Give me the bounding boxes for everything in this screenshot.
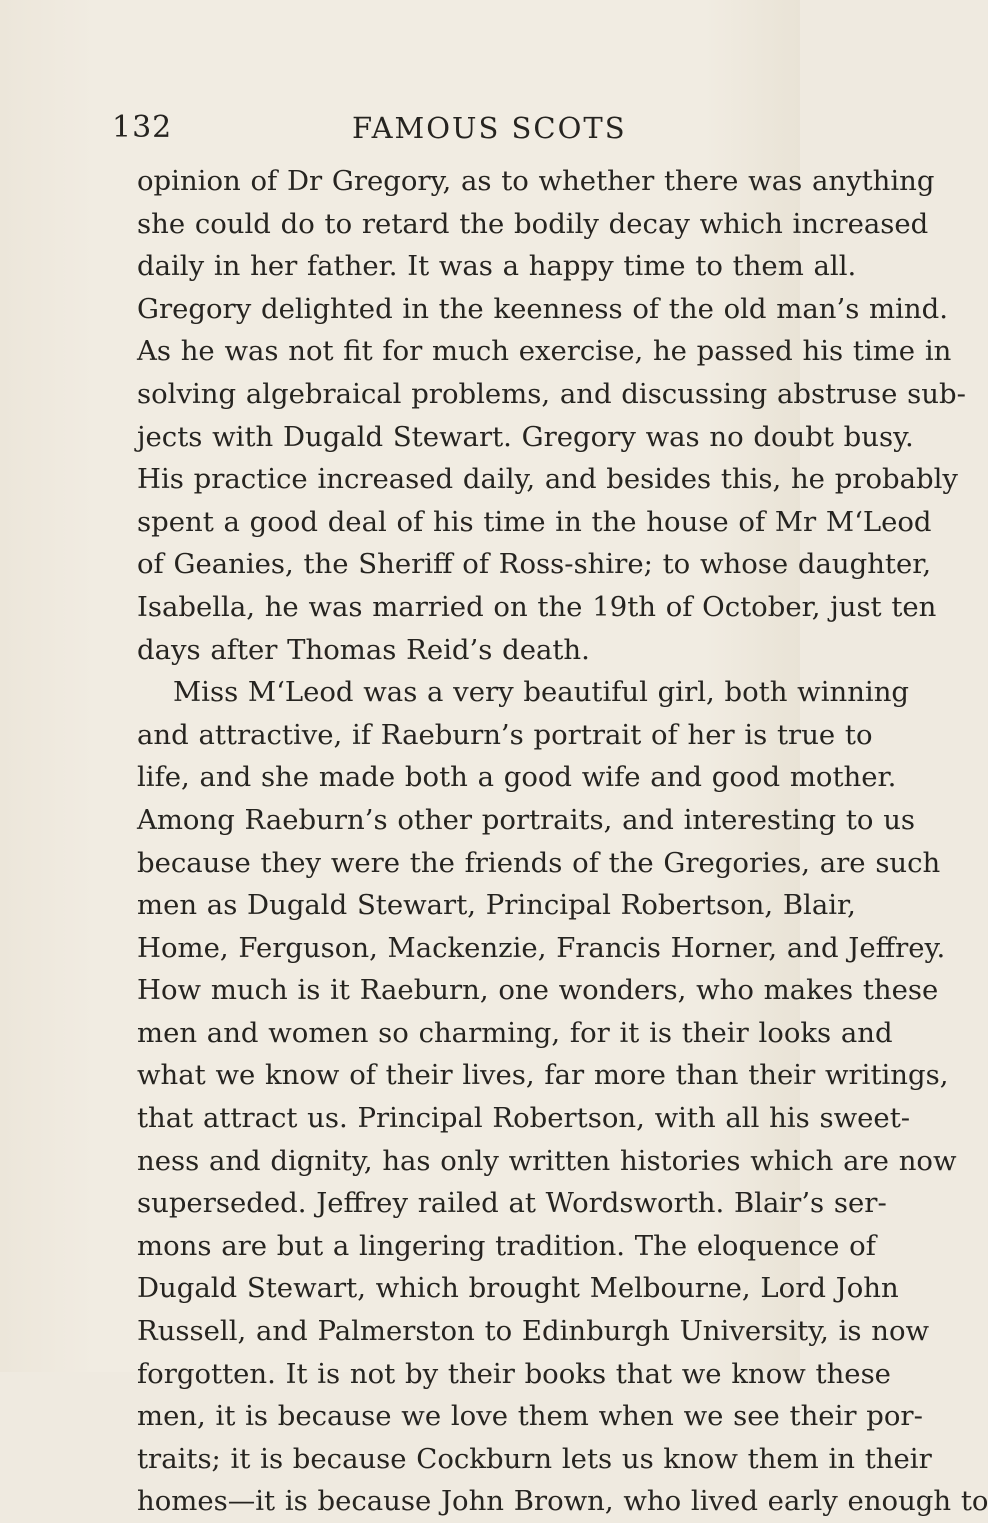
body-text <box>137 160 988 1523</box>
paragraph-start-line: Miss M‘Leod was a very beautiful girl, both winning <box>173 676 910 709</box>
running-title: FAMOUS SCOTS <box>352 111 627 145</box>
text-line: His practice increased daily, and besides this, he probably <box>137 463 958 496</box>
running-head <box>112 106 627 150</box>
text-line: opinion of Dr Gregory, as to whether there was anything <box>137 165 935 197</box>
text-line: what we know of their lives, far more than their writings, <box>137 1059 949 1092</box>
text-line: Dugald Stewart, which brought Melbourne, Lord John <box>137 1272 899 1305</box>
text-line: Among Raeburn’s other portraits, and interesting to us <box>137 803 916 836</box>
text-line: and attractive, if Raeburn’s portrait of her is true to <box>137 718 873 751</box>
text-line: superseded. Jeffrey railed at Wordsworth. Blair’s ser- <box>137 1187 887 1220</box>
text-line: spent a good deal of his time in the house of Mr M‘Leod <box>137 505 932 538</box>
text-line: forgotten. It is not by their books that we know these <box>137 1357 891 1390</box>
text-line: she could do to retard the bodily decay which increased <box>137 207 929 240</box>
text-line: Home, Ferguson, Mackenzie, Francis Horner, and Jeffrey. <box>137 931 946 964</box>
text-line: mons are but a lingering tradition. The eloquence of <box>137 1229 876 1262</box>
text-line: jects with Dugald Stewart. Gregory was no doubt busy. <box>137 420 914 453</box>
text-line: that attract us. Principal Robertson, with all his sweet- <box>137 1102 911 1135</box>
text-line: traits; it is because Cockburn lets us know them in their <box>137 1442 932 1475</box>
text-line: How much is it Raeburn, one wonders, who makes these <box>137 974 939 1007</box>
text-line: As he was not fit for much exercise, he passed his time in <box>137 335 952 368</box>
text-line: of Geanies, the Sheriff of Ross-shire; to whose daughter, <box>137 548 932 581</box>
paragraph-end-line: days after Thomas Reid’s death. <box>137 633 590 666</box>
text-line: because they were the friends of the Gregories, are such <box>137 846 941 879</box>
text-line: ness and dignity, has only written histories which are now <box>137 1144 957 1177</box>
page-number: 132 <box>112 110 173 145</box>
text-line: Gregory delighted in the keenness of the old man’s mind. <box>137 292 948 325</box>
text-line: Russell, and Palmerston to Edinburgh University, is now <box>137 1315 930 1348</box>
text-line: men as Dugald Stewart, Principal Robertson, Blair, <box>137 889 856 922</box>
text-line: life, and she made both a good wife and good mother. <box>137 761 897 794</box>
text-line: Isabella, he was married on the 19th of October, just ten <box>137 590 937 623</box>
text-line: men, it is because we love them when we see their por- <box>137 1400 923 1433</box>
text-line: men and women so charming, for it is their looks and <box>137 1016 893 1049</box>
text-line: solving algebraical problems, and discussing abstruse sub- <box>137 377 966 410</box>
text-line: daily in her father. It was a happy time to them all. <box>137 250 857 283</box>
text-line: homes—it is because John Brown, who lived early enough to <box>137 1485 988 1518</box>
